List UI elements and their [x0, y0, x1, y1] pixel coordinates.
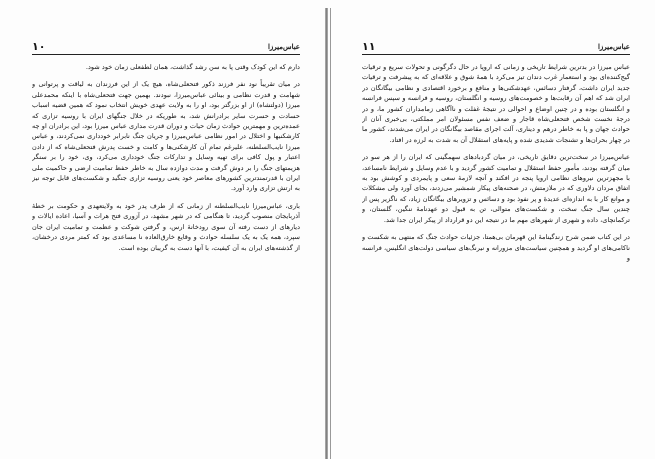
left-paragraph-3: باری، عباس‌میرزا نایب‌السلطنه از زمانی که از طرف پدر خود به ولایتعهدی و حکومت بر خطهٔ آذربایجان منصوب گردید، تا هنگامی که در شهر مشهد، در آزوری فتح هرات و آسیا، اعاده ایالات و دیارهای از دست رفته آن سوی رودخانهٔ ارس، و گرفتن شوکت و عظمت و تمامیت ایران جان سپرد، همه یک به یک سلسله حوادث و وقایع خارق‌العاده نا مساعدی بود که کمتر مردی درخشان، از گذشته‌های ایران به آن کیفیت، با آنها دست به گریبان بوده است.: [32, 201, 300, 252]
left-running-title: عباس‌میرزا: [267, 42, 300, 51]
book-gutter: [325, 8, 328, 459]
right-page-body: [362, 62, 630, 263]
left-paragraph-2: در میان تقریباً نود نفر فرزند ذکور فتحعلی‌شاه، هیچ یک از این فرزندان به لیاقت و پرتوانی و شهامت و قدرت نظامی و بینائی عباس‌میرزا، نبودند. بهمین جهت فتحعلی‌شاه با اینکه محمدعلی میرزا (دولتشاه) از او بزرگتر بود، او را به ولایت عهدی خویش انتخاب نمود که همین قضیه اسباب حسادت و حسرت سایر برادرانش شد، به طوریکه در خلال جنگهای ایران با روسیه تزاری که عمده‌ترین و مهمترین حوادث زمان حیات و دوران قدرت مداری عباس میرزا بود، این برادران او چه کارشکنیها و اختلال در امور نظامی عباس‌میرزا و جریان جنگ نابرابر خودداری نمی‌کردند، و عباس میرزا نایب‌السلطنه، علیرغم تمام آن کارشکنی‌ها و کامت و خست پدرش فتحعلی‌شاه که از دادن اعتبار و پول کافی برای تهیه وسایل و تدارکات جنگ خودداری می‌کرد، وی، خود را بر سنگر هزیمتهای جنگ را بر دوش گرفت و مدت دوازده سال به خاطر حفظ تمامیت ارضی و حاکمیت ملی ایران با قدرتمندترین کشورهای معاصر خود یعنی روسیه تزاری جنگید و شکست‌های قابل توجه نیز به ارتش تزاری وارد آورد.: [32, 80, 300, 193]
right-paragraph-1: عباس میرزا در بدترین شرایط تاریخی و زمانی که اروپا در حال دگرگونی و تحولات سریع و ترقیات گیج‌کننده‌ای بود و استعمار غرب دندان تیز می‌کرد با همهٔ شوق و علاقه‌ای که به پیشرفت و ترقیات جدید ایران داشت، گرفتار دسائس، عهدشکنی‌ها و منافع و برخورد اقتصادی و نظامی بیگانگان در ایران شد که اهم آن رقابت‌ها و خصومت‌های روسیه و انگلستان، روسیه و فرانسه و سپس فرانسه و انگلستان بوده و در چنین اوضاع و احوالی در نتیجهٔ غفلت و ناآگاهی زمامداران کشور ما، و در درجهٔ نخست شخص فتحعلی‌شاه قاجار و ضعف نفس مسئولان امر مملکتی، بی‌خبری آنان از حوادث جهان و پا به خاطر درهم و دیناری، آلت اجرای مقاصد بیگانگان در ایران می‌شدند، کشور ما در چهار بحران‌ها و تشنجات شدیدی شده و پایه‌های استقلال آن به شدت به لرزه در افتاد.: [362, 63, 630, 144]
right-page-header: [362, 40, 630, 55]
right-page: [362, 40, 630, 455]
left-page-body: [32, 62, 300, 253]
left-page: [32, 40, 300, 455]
right-running-title: عباس‌میرزا: [597, 42, 630, 51]
right-paragraph-2: عباس‌میرزا در سخت‌ترین دقایق تاریخی، در میان گردبادهای سهمگینی که ایران را از هر سو در میان گرفته بودند، مأمور حفظ استقلال و تمامیت کشور گردید و با عدم وسایل و شرایط نامساعد، با مجهزترین نیروهای نظامی اروپا پنجه در افکند و آنچه لازمهٔ سعی و پایمردی و کوشش بود به اتفاق مردان دلاوری که در ملازمتش، در صحنه‌های پیکار شمشیر می‌زدند، بجای آورد ولی مشکلات و موانع کار با به اندازه‌ای عدیدهٔ و پر نفوذ بود و دسائس و تزویرهای بیگانگان زیاد، که ناگزیر پس از چندین سال جنگ سخت، و شکست‌های متوالی، تن به قبول دو عهدنامهٔ ننگین، گلستان، و ترکمانچای، داده و شهری از شهرهای مهم ما در نتیجه این دو قرارداد از پیکر ایران جدا شد.: [362, 153, 630, 224]
left-paragraph-1: دارم که این کودک وقتی پا به سن رشد گذاشت، همان لطفعلی زمان خود شود.: [85, 63, 300, 71]
left-page-header: [32, 40, 300, 55]
left-page-number: ۱۰: [32, 40, 46, 53]
right-paragraph-3: در این کتاب ضمن شرح زندگینامهٔ این قهرمان بی‌همتا، جزئیات حوادث جنگ که منتهی به شکست و ناکامی‌های او گردید و همچنین سیاست‌های مزورانه و نیرنگ‌های سیاسی دولت‌های انگلیس، فرانسه و: [362, 233, 630, 262]
book-gutter-line: [330, 8, 331, 459]
right-page-number: ۱۱: [362, 40, 376, 53]
